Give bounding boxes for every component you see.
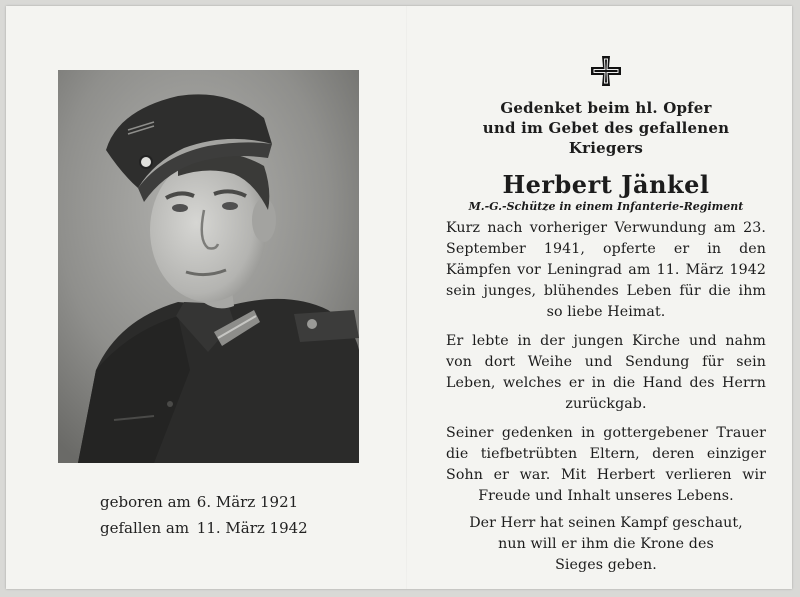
birth-label: geboren am <box>100 493 191 511</box>
death-date: 11. März 1942 <box>196 519 308 537</box>
header-line-2: und im Gebet des gefallenen Kriegers <box>482 119 730 157</box>
closing-line-1: Der Herr hat seinen Kampf geschaut, <box>469 515 743 531</box>
closing-line-3: Sieges geben. <box>555 557 657 573</box>
paragraph-3: Seiner gedenken in gottergebener Trauer die tiefbetrübten Eltern, deren einziger Sohn er war. Mit Herbert verlieren wir Freude und Inhalt unseres Lebens. <box>446 425 766 504</box>
soldier-name: Herbert Jänkel <box>502 170 710 199</box>
death-label: gefallen am <box>100 519 190 537</box>
life-dates <box>100 489 340 541</box>
paragraph-1: Kurz nach vorheriger Verwundung am 23. September 1941, opferte er in den Kämpfen vor Leningrad am 11. März 1942 sein junges, blühendes Leben für die ihm so liebe Heimat. <box>446 220 766 320</box>
portrait-illustration <box>58 70 359 463</box>
header-line-1: Gedenket beim hl. Opfer <box>500 99 712 117</box>
closing-line-2: nun will er ihm die Krone des <box>498 536 714 552</box>
birth-date: 6. März 1921 <box>196 493 299 511</box>
memorial-text <box>446 54 766 576</box>
iron-cross-icon <box>589 54 623 88</box>
soldier-rank: M.-G.-Schütze in einem Infanterie-Regiment <box>468 200 744 213</box>
memorial-card <box>6 6 792 589</box>
death-row <box>100 515 340 541</box>
card-fold <box>406 6 407 589</box>
closing-verse <box>446 513 766 576</box>
portrait-photo <box>58 70 359 463</box>
paragraph-2: Er lebte in der jungen Kirche und nahm von dort Weihe und Sendung für sein Leben, welches er in die Hand des Herrn zurückgab. <box>446 333 766 412</box>
birth-row <box>100 489 340 515</box>
